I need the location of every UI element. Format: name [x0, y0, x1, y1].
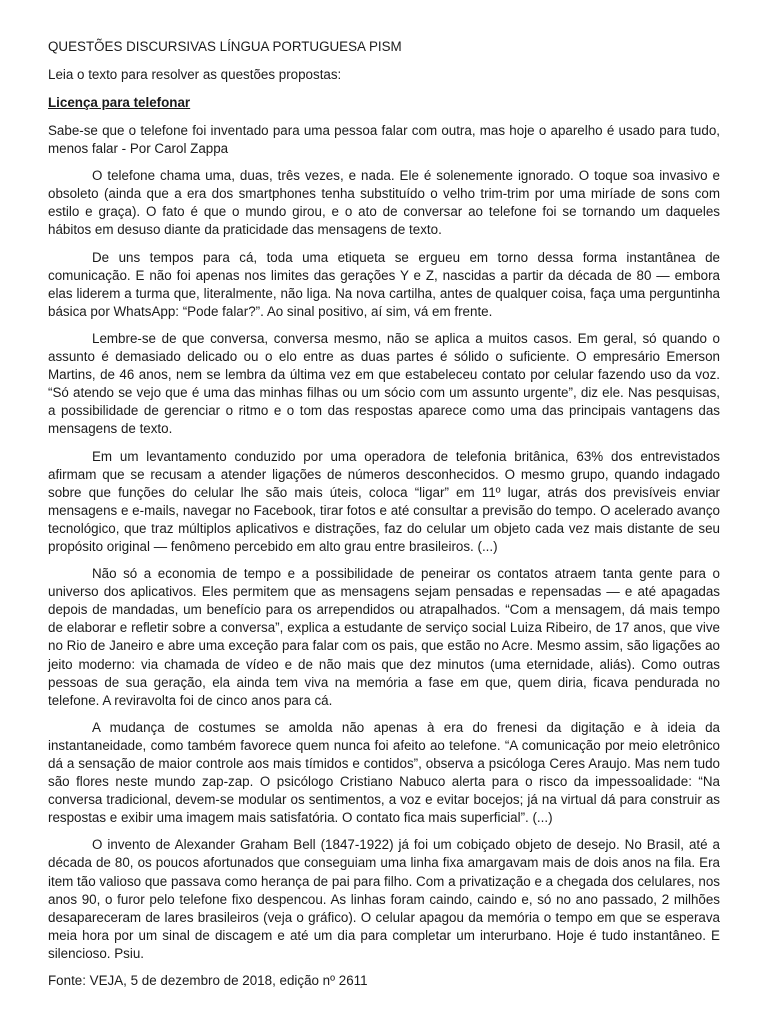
- instructions: Leia o texto para resolver as questões propostas:: [48, 67, 342, 82]
- article-title: Licença para telefonar: [48, 95, 191, 110]
- source-citation: Fonte: VEJA, 5 de dezembro de 2018, edição nº 2611: [48, 973, 368, 989]
- article-paragraph-2: De uns tempos para cá, toda uma etiqueta se ergueu em torno dessa forma instantânea de comunicação. E não foi apenas nos limites das gerações Y e Z, nascidas a partir da década de 80 — embora elas liderem a turma que, literalmente, não liga. Na nova cartilha, antes de qualquer coisa, faça uma perguntinha básica por WhatsApp: “Pode falar?”. Ao sinal positivo, aí sim, vá em frente.: [48, 249, 720, 319]
- article-paragraph-1: O telefone chama uma, duas, três vezes, e nada. Ele é solenemente ignorado. O toque soa invasivo e obsoleto (ainda que a era dos smartphones tenha substituído o velho trim-trim por uma miríade de sons com estilo e graça). O fato é que o mundo girou, e o ato de conversar ao telefone foi se tornando um daqueles hábitos em desuso diante da praticidade das mensagens de texto.: [48, 168, 720, 238]
- article-paragraph-6: A mudança de costumes se amolda não apenas à era do frenesi da digitação e à ideia da instantaneidade, como também favorece quem nunca foi afeito ao telefone. “A comunicação por meio eletrônico dá a sensação de maior controle aos mais tímidos e contidos”, observa a psicóloga Ceres Araujo. Mas nem tudo são flores neste mundo zap-zap. O psicólogo Cristiano Nabuco alerta para o risco da impessoalidade: “Na conversa tradicional, devem-se modular os sentimentos, a voz e evitar bocejos; já na virtual dá para construir as respostas e exibir uma imagem mais satisfatória. O contato fica mais superficial”. (...): [48, 719, 720, 826]
- article-paragraph-5: Não só a economia de tempo e a possibilidade de peneirar os contatos atraem tanta gente para o universo dos aplicativos. Eles permitem que as mensagens sejam pensadas e repensadas — e até apagadas depois de mandadas, um benefício para os arrependidos ou atrapalhados. “Com a mensagem, dá mais tempo de elaborar e refletir sobre a conversa”, explica a estudante de serviço social Luiza Ribeiro, de 17 anos, que vive no Rio de Janeiro e abre uma exceção para falar com os pais, que estão no Acre. Mesmo assim, são ligações ao jeito moderno: via chamada de vídeo e de não mais que dez minutos (uma eternidade, aliás). Como outras pessoas de sua geração, ela ainda tem viva na memória a fase em que, quem diria, ficava pendurada no telefone. A reviravolta foi de cinco anos para cá.: [48, 566, 720, 708]
- article-paragraph-3: Lembre-se de que conversa, conversa mesmo, não se aplica a muitos casos. Em geral, só quando o assunto é demasiado delicado ou o elo entre as duas partes é sólido o suficiente. O empresário Emerson Martins, de 46 anos, nem se lembra da última vez em que estabeleceu contato por celular fazendo uso da voz. “Só atendo se vejo que é uma das minhas filhas ou um sócio com um assunto urgente”, diz ele. Nas pesquisas, a possibilidade de gerenciar o ritmo e o tom das respostas aparece como uma das principais vantagens das mensagens de texto.: [48, 330, 720, 437]
- article-lead: Sabe-se que o telefone foi inventado para uma pessoa falar com outra, mas hoje o aparelho é usado para tudo, menos falar - Por Carol Zappa: [48, 123, 720, 157]
- article-paragraph-4: Em um levantamento conduzido por uma operadora de telefonia britânica, 63% dos entrevistados afirmam que se recusam a atender ligações de números desconhecidos. O mesmo grupo, quando indagado sobre que funções do celular lhe são mais úteis, coloca “ligar” em 11º lugar, atrás dos previsíveis enviar mensagens e e-mails, navegar no Facebook, tirar fotos e até consultar a previsão do tempo. O acelerado avanço tecnológico, que traz múltiplos aplicativos e distrações, faz do celular um objeto cada vez mais distante de seu propósito original — fenômeno percebido em alto grau entre brasileiros. (...): [48, 448, 720, 554]
- article-paragraph-7: O invento de Alexander Graham Bell (1847-1922) já foi um cobiçado objeto de desejo. No Brasil, até a década de 80, os poucos afortunados que conseguiam uma linha fixa amargavam mais de dois anos na fila. Era item tão valioso que passava como herança de pai para filho. Com a privatização e a chegada dos celulares, nos anos 90, o furor pelo telefone fixo despencou. As linhas foram caindo, caindo e, só no ano passado, 2 milhões desapareceram de lares brasileiros (veja o gráfico). O celular apagou da memória o tempo em que se esperava meia hora por um sinal de discagem e até um dia para completar um interurbano. Hoje é tudo instantâneo. E silencioso. Psiu.: [48, 837, 720, 961]
- exam-heading: QUESTÕES DISCURSIVAS LÍNGUA PORTUGUESA PISM: [48, 39, 402, 54]
